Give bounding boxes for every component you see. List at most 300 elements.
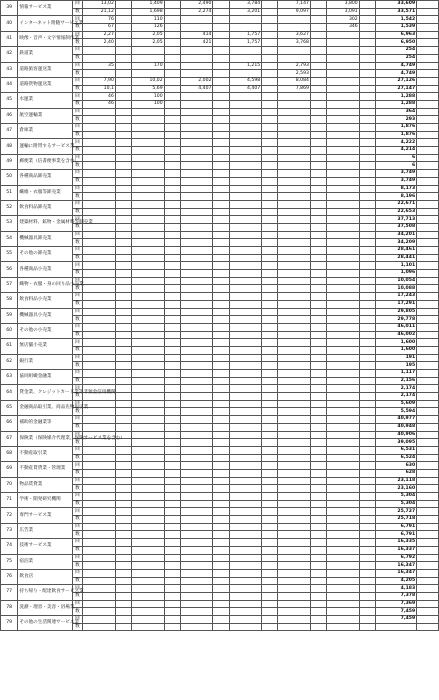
ratio-cell: [359, 254, 375, 262]
table-row: [1, 31, 439, 39]
value-cell: [229, 462, 262, 470]
ratio-cell: [359, 177, 375, 185]
value-cell: [180, 446, 213, 454]
value-cell: [278, 531, 311, 539]
ratio-cell: [310, 316, 326, 324]
ratio-cell: [213, 308, 229, 316]
ratio-cell: [213, 546, 229, 554]
ratio-cell: [115, 569, 131, 577]
value-cell: [132, 300, 165, 308]
ratio-cell: [310, 170, 326, 178]
ratio-cell: [164, 416, 180, 424]
ratio-cell: [359, 400, 375, 408]
row-type-cell: 数: [72, 223, 83, 231]
industry-code-cell: 50: [1, 170, 18, 185]
industry-code-cell: 42: [1, 47, 18, 62]
value-cell: [180, 539, 213, 547]
industry-code-cell: 41: [1, 31, 18, 46]
value-cell: [278, 277, 311, 285]
ratio-cell: [115, 162, 131, 170]
value-cell: [229, 500, 262, 508]
value-cell: [132, 531, 165, 539]
ratio-cell: [213, 262, 229, 270]
table-row: [1, 293, 439, 301]
value-cell: [327, 439, 360, 447]
industry-code-cell: 46: [1, 108, 18, 123]
value-cell: [83, 516, 116, 524]
total-cell: 7,378: [375, 592, 416, 600]
ratio-cell: [262, 62, 278, 70]
ratio-cell: [310, 124, 326, 132]
value-cell: [180, 408, 213, 416]
ratio-cell: [164, 508, 180, 516]
ratio-cell: [359, 385, 375, 393]
ratio-cell: [262, 262, 278, 270]
value-cell: [83, 616, 116, 624]
remark-cell: [417, 616, 439, 624]
value-cell: [229, 185, 262, 193]
value-cell: [327, 254, 360, 262]
industry-code-cell: 48: [1, 139, 18, 154]
value-cell: 8,084: [278, 77, 311, 85]
value-cell: [278, 93, 311, 101]
industry-name-cell: 無店舗小売業: [18, 339, 72, 354]
remark-cell: [417, 170, 439, 178]
ratio-cell: [359, 370, 375, 378]
value-cell: [132, 493, 165, 501]
value-cell: [180, 247, 213, 255]
ratio-cell: [115, 308, 131, 316]
value-cell: [229, 585, 262, 593]
ratio-cell: [164, 70, 180, 78]
ratio-cell: [359, 508, 375, 516]
remark-cell: [417, 124, 439, 132]
value-cell: [180, 108, 213, 116]
ratio-cell: [164, 370, 180, 378]
industry-name-cell: その他の卸売業: [18, 247, 72, 262]
industry-code-cell: 65: [1, 400, 18, 415]
ratio-cell: [359, 323, 375, 331]
ratio-cell: [310, 285, 326, 293]
table-row: [1, 385, 439, 393]
ratio-cell: [213, 531, 229, 539]
value-cell: [278, 323, 311, 331]
value-cell: 7,147: [278, 1, 311, 9]
value-cell: 2,05: [132, 31, 165, 39]
row-type-cell: 数: [72, 408, 83, 416]
value-cell: [229, 162, 262, 170]
value-cell: [278, 370, 311, 378]
ratio-cell: [213, 354, 229, 362]
remark-cell: [417, 516, 439, 524]
ratio-cell: [359, 139, 375, 147]
value-cell: [278, 116, 311, 124]
total-cell: 22,653: [375, 208, 416, 216]
value-cell: [180, 139, 213, 147]
value-cell: [278, 469, 311, 477]
total-cell: 8,173: [375, 185, 416, 193]
value-cell: [327, 108, 360, 116]
value-cell: 3,768: [278, 39, 311, 47]
ratio-cell: [115, 170, 131, 178]
industry-code-cell: 58: [1, 293, 18, 308]
value-cell: [229, 323, 262, 331]
value-cell: [229, 247, 262, 255]
ratio-cell: [115, 16, 131, 24]
ratio-cell: [262, 47, 278, 55]
ratio-cell: [164, 147, 180, 155]
ratio-cell: [310, 592, 326, 600]
ratio-cell: [115, 462, 131, 470]
value-cell: [180, 308, 213, 316]
value-cell: [180, 416, 213, 424]
remark-cell: [417, 231, 439, 239]
ratio-cell: [262, 408, 278, 416]
ratio-cell: [310, 262, 326, 270]
industry-name-cell: 繊維・衣服等卸売業: [18, 185, 72, 200]
ratio-cell: [310, 208, 326, 216]
value-cell: [229, 177, 262, 185]
value-cell: [132, 608, 165, 616]
ratio-cell: [213, 93, 229, 101]
row-type-cell: 回: [72, 370, 83, 378]
remark-cell: [417, 62, 439, 70]
remark-cell: [417, 500, 439, 508]
ratio-cell: [359, 546, 375, 554]
value-cell: [180, 554, 213, 562]
value-cell: [327, 208, 360, 216]
ratio-cell: [115, 377, 131, 385]
value-cell: 21,12: [83, 8, 116, 16]
row-type-cell: 数: [72, 193, 83, 201]
remark-cell: [417, 147, 439, 155]
ratio-cell: [262, 70, 278, 78]
value-cell: [229, 293, 262, 301]
industry-name-cell: 飲食料品小売業: [18, 293, 72, 308]
row-type-cell: 回: [72, 493, 83, 501]
ratio-cell: [164, 316, 180, 324]
value-cell: [132, 354, 165, 362]
value-cell: [278, 162, 311, 170]
value-cell: 2,27: [83, 31, 116, 39]
ratio-cell: [164, 100, 180, 108]
value-cell: [132, 454, 165, 462]
value-cell: [327, 539, 360, 547]
value-cell: [132, 469, 165, 477]
ratio-cell: [213, 8, 229, 16]
industry-name-cell: その他の生活関連サービス業: [18, 616, 72, 631]
ratio-cell: [262, 93, 278, 101]
remark-cell: [417, 493, 439, 501]
value-cell: [132, 393, 165, 401]
value-cell: [132, 162, 165, 170]
value-cell: [278, 554, 311, 562]
value-cell: [278, 170, 311, 178]
value-cell: [229, 439, 262, 447]
value-cell: [83, 262, 116, 270]
ratio-cell: [115, 131, 131, 139]
ratio-cell: [164, 254, 180, 262]
row-type-cell: 数: [72, 24, 83, 32]
total-cell: 16,335: [375, 539, 416, 547]
table-row: [1, 216, 439, 224]
table-row: [1, 231, 439, 239]
ratio-cell: [115, 147, 131, 155]
industry-name-cell: 運輸に附帯するサービス業: [18, 139, 72, 154]
value-cell: [180, 147, 213, 155]
total-cell: 254: [375, 47, 416, 55]
row-type-cell: 数: [72, 177, 83, 185]
ratio-cell: [164, 1, 180, 9]
table-row: [1, 554, 439, 562]
industry-name-cell: 倉庫業: [18, 124, 72, 139]
industry-code-cell: 73: [1, 523, 18, 538]
ratio-cell: [164, 554, 180, 562]
value-cell: [180, 562, 213, 570]
value-cell: [180, 116, 213, 124]
ratio-cell: [310, 616, 326, 624]
ratio-cell: [164, 592, 180, 600]
remark-cell: [417, 416, 439, 424]
value-cell: [132, 523, 165, 531]
remark-cell: [417, 193, 439, 201]
value-cell: [229, 116, 262, 124]
ratio-cell: [262, 208, 278, 216]
value-cell: [132, 316, 165, 324]
ratio-cell: [164, 285, 180, 293]
ratio-cell: [310, 454, 326, 462]
value-cell: [180, 377, 213, 385]
total-cell: 7,369: [375, 600, 416, 608]
value-cell: [180, 24, 213, 32]
value-cell: [278, 300, 311, 308]
value-cell: [132, 200, 165, 208]
ratio-cell: [164, 385, 180, 393]
industry-name-cell: 専門サービス業: [18, 508, 72, 523]
remark-cell: [417, 585, 439, 593]
value-cell: [83, 454, 116, 462]
table-row: [1, 523, 439, 531]
value-cell: [83, 623, 116, 631]
industry-name-cell: 貸金業、クレジットカード業等非預金信用機関: [18, 385, 72, 400]
value-cell: 170: [132, 62, 165, 70]
value-cell: [278, 562, 311, 570]
value-cell: [229, 600, 262, 608]
industry-name-cell: 織物・衣服・身の回り品小売業: [18, 277, 72, 292]
ratio-cell: [262, 554, 278, 562]
value-cell: [327, 408, 360, 416]
value-cell: [180, 47, 213, 55]
value-cell: [83, 239, 116, 247]
row-type-cell: 回: [72, 108, 83, 116]
ratio-cell: [164, 47, 180, 55]
ratio-cell: [164, 200, 180, 208]
value-cell: 2,490: [180, 1, 213, 9]
value-cell: [180, 323, 213, 331]
industry-code-cell: 40: [1, 16, 18, 31]
industry-name-cell: 機械器具小売業: [18, 308, 72, 323]
ratio-cell: [310, 485, 326, 493]
remark-cell: [417, 508, 439, 516]
ratio-cell: [262, 308, 278, 316]
ratio-cell: [310, 331, 326, 339]
value-cell: [229, 124, 262, 132]
ratio-cell: [262, 293, 278, 301]
ratio-cell: [359, 62, 375, 70]
table-row: [1, 1, 439, 9]
ratio-cell: [262, 200, 278, 208]
value-cell: [327, 431, 360, 439]
ratio-cell: [213, 562, 229, 570]
ratio-cell: [213, 616, 229, 624]
value-cell: [83, 554, 116, 562]
ratio-cell: [115, 108, 131, 116]
total-cell: 1,600: [375, 346, 416, 354]
ratio-cell: [213, 539, 229, 547]
value-cell: [278, 223, 311, 231]
value-cell: [180, 585, 213, 593]
row-type-cell: 数: [72, 500, 83, 508]
total-cell: 1,876: [375, 131, 416, 139]
row-type-cell: 回: [72, 539, 83, 547]
row-type-cell: 回: [72, 247, 83, 255]
industry-name-cell: 機械器具卸売業: [18, 231, 72, 246]
value-cell: [229, 562, 262, 570]
remark-cell: [417, 408, 439, 416]
ratio-cell: [359, 592, 375, 600]
value-cell: [327, 446, 360, 454]
value-cell: [132, 323, 165, 331]
value-cell: [132, 185, 165, 193]
ratio-cell: [262, 323, 278, 331]
industry-code-cell: 51: [1, 185, 18, 200]
ratio-cell: [310, 8, 326, 16]
ratio-cell: [262, 516, 278, 524]
ratio-cell: [115, 8, 131, 16]
ratio-cell: [213, 147, 229, 155]
row-type-cell: 数: [72, 239, 83, 247]
row-type-cell: 数: [72, 577, 83, 585]
ratio-cell: [115, 585, 131, 593]
ratio-cell: [359, 54, 375, 62]
value-cell: [278, 200, 311, 208]
row-type-cell: 回: [72, 262, 83, 270]
remark-cell: [417, 285, 439, 293]
value-cell: [327, 362, 360, 370]
ratio-cell: [115, 277, 131, 285]
value-cell: [327, 462, 360, 470]
ratio-cell: [359, 147, 375, 155]
industry-name-cell: 持ち帰り・配達飲食サービス業: [18, 585, 72, 600]
value-cell: [327, 616, 360, 624]
value-cell: 2,793: [278, 62, 311, 70]
ratio-cell: [213, 493, 229, 501]
ratio-cell: [359, 539, 375, 547]
total-cell: 17,243: [375, 293, 416, 301]
row-type-cell: 回: [72, 124, 83, 132]
ratio-cell: [310, 585, 326, 593]
ratio-cell: [213, 431, 229, 439]
remark-cell: [417, 385, 439, 393]
ratio-cell: [310, 100, 326, 108]
value-cell: [327, 47, 360, 55]
remark-cell: [417, 131, 439, 139]
value-cell: [180, 131, 213, 139]
remark-cell: [417, 377, 439, 385]
row-type-cell: 数: [72, 54, 83, 62]
ratio-cell: [164, 485, 180, 493]
ratio-cell: [359, 477, 375, 485]
value-cell: [327, 531, 360, 539]
value-cell: 46: [83, 100, 116, 108]
ratio-cell: [213, 108, 229, 116]
total-cell: 6: [375, 154, 416, 162]
remark-cell: [417, 462, 439, 470]
value-cell: [278, 385, 311, 393]
value-cell: [278, 262, 311, 270]
value-cell: 2,274: [180, 8, 213, 16]
ratio-cell: [115, 316, 131, 324]
ratio-cell: [359, 285, 375, 293]
ratio-cell: [310, 531, 326, 539]
row-type-cell: 回: [72, 416, 83, 424]
ratio-cell: [359, 193, 375, 201]
industry-code-cell: 67: [1, 431, 18, 446]
ratio-cell: [310, 131, 326, 139]
ratio-cell: [359, 431, 375, 439]
table-row: [1, 277, 439, 285]
value-cell: [180, 316, 213, 324]
value-cell: 3,201: [229, 8, 262, 16]
value-cell: 100: [132, 93, 165, 101]
ratio-cell: [213, 116, 229, 124]
ratio-cell: [310, 408, 326, 416]
ratio-cell: [213, 223, 229, 231]
value-cell: [278, 231, 311, 239]
value-cell: [132, 193, 165, 201]
value-cell: [278, 362, 311, 370]
total-cell: 630: [375, 462, 416, 470]
ratio-cell: [115, 423, 131, 431]
ratio-cell: [213, 300, 229, 308]
ratio-cell: [115, 31, 131, 39]
value-cell: [327, 608, 360, 616]
value-cell: [132, 231, 165, 239]
remark-cell: [417, 108, 439, 116]
row-type-cell: 数: [72, 70, 83, 78]
value-cell: [83, 493, 116, 501]
value-cell: [180, 185, 213, 193]
ratio-cell: [262, 177, 278, 185]
ratio-cell: [262, 592, 278, 600]
value-cell: [180, 370, 213, 378]
total-cell: 364: [375, 108, 416, 116]
ratio-cell: [115, 493, 131, 501]
total-cell: 1,288: [375, 93, 416, 101]
value-cell: [229, 485, 262, 493]
ratio-cell: [164, 177, 180, 185]
ratio-cell: [115, 385, 131, 393]
value-cell: [180, 277, 213, 285]
value-cell: [278, 500, 311, 508]
value-cell: [327, 31, 360, 39]
value-cell: 2,593: [278, 70, 311, 78]
ratio-cell: [310, 231, 326, 239]
industry-code-cell: 56: [1, 262, 18, 277]
ratio-cell: [213, 139, 229, 147]
value-cell: [180, 577, 213, 585]
ratio-cell: [164, 362, 180, 370]
